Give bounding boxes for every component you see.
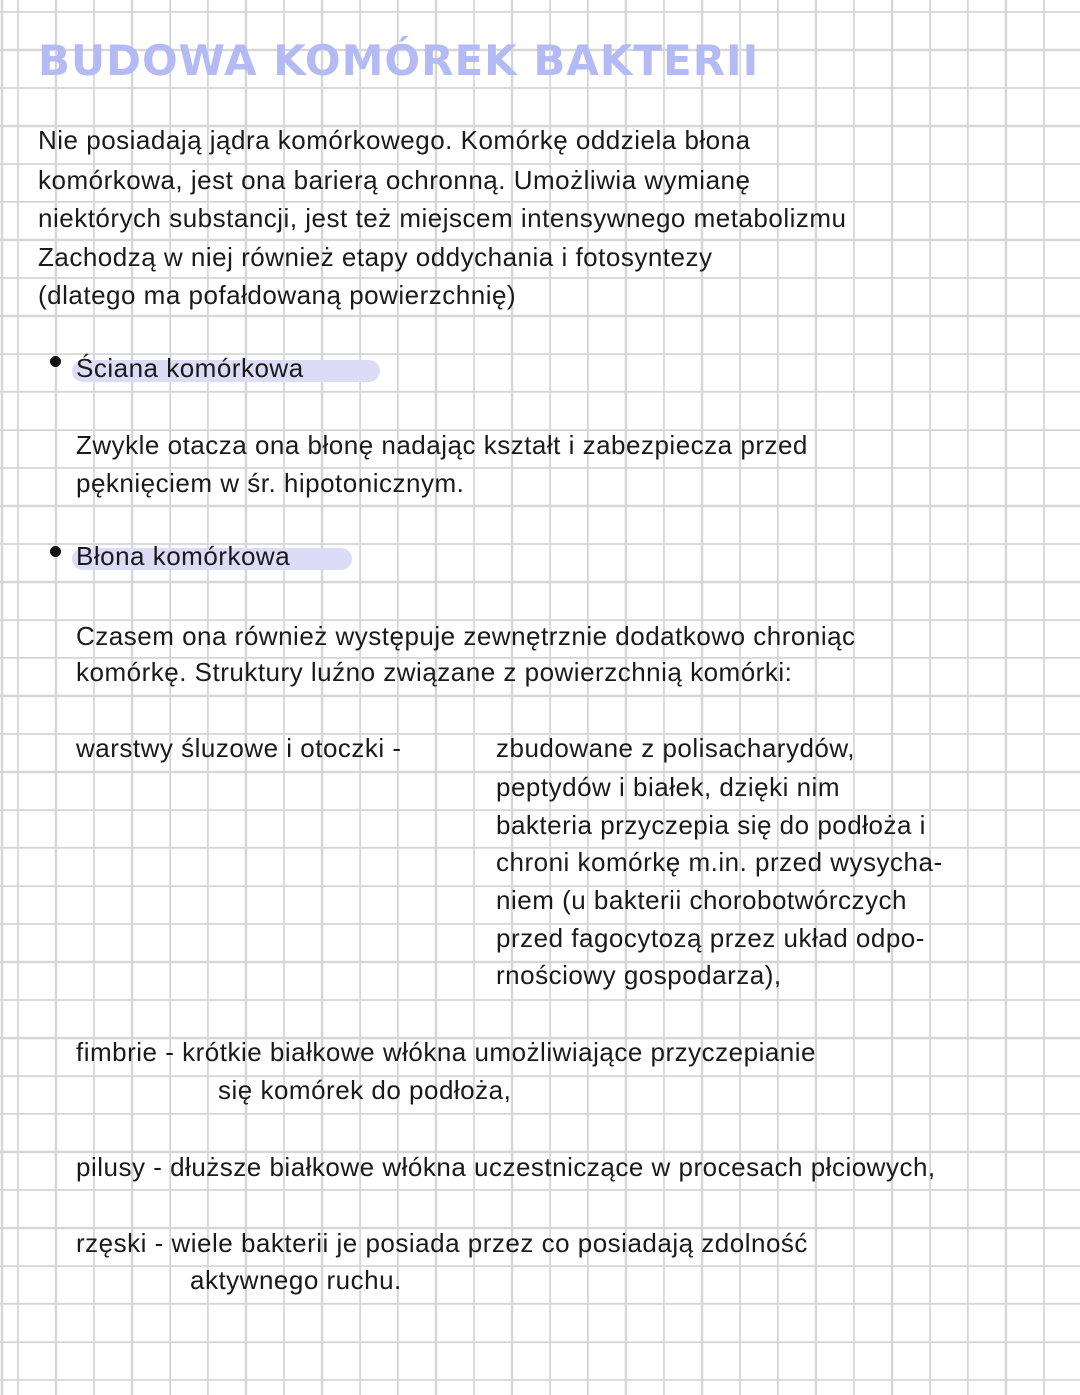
intro-line: Nie posiadają jądra komórkowego. Komórkę oddziela błona [38, 125, 751, 155]
section-body-line: Czasem ona również występuje zewnętrznie dodatkowo chroniąc [76, 621, 856, 651]
intro-line: niektórych substancji, jest też miejscem intensywnego metabolizmu [38, 203, 847, 233]
structure-line: bakteria przyczepia się do podłoża i [496, 810, 926, 840]
bullet-icon [50, 546, 61, 557]
pilusy-line: pilusy - dłuższe białkowe włókna uczestniczące w procesach płciowych, [76, 1152, 936, 1182]
section-body-line: pęknięciem w śr. hipotonicznym. [76, 468, 465, 498]
structure-line: chroni komórkę m.in. przed wysycha- [496, 847, 943, 877]
rzeski-line: rzęski - wiele bakterii je posiada przez co posiadają zdolność [76, 1228, 808, 1258]
section-heading: Błona komórkowa [76, 541, 291, 571]
page-title: BUDOWA KOMÓREK BAKTERII [38, 36, 760, 85]
structure-line: niem (u bakterii chorobotwórczych [496, 885, 907, 915]
section-heading: Ściana komórkowa [76, 353, 304, 383]
rzeski-line: aktywnego ruchu. [190, 1265, 402, 1295]
structure-line: rnościowy gospodarza), [496, 960, 782, 990]
intro-line: komórkowa, jest ona barierą ochronną. Umożliwia wymianę [38, 165, 751, 195]
fimbrie-line: fimbrie - krótkie białkowe włókna umożliwiające przyczepianie [76, 1037, 817, 1067]
structure-term: warstwy śluzowe i otoczki - [76, 733, 402, 763]
section-body-line: Zwykle otacza ona błonę nadając kształt i zabezpiecza przed [76, 430, 808, 460]
structure-line: przed fagocytozą przez układ odpo- [496, 923, 925, 953]
structure-line: zbudowane z polisacharydów, [496, 733, 855, 763]
bullet-icon [50, 356, 61, 367]
structure-line: peptydów i białek, dzięki nim [496, 772, 840, 802]
section-body-line: komórkę. Struktury luźno związane z powierzchnią komórki: [76, 657, 793, 687]
fimbrie-line: się komórek do podłoża, [218, 1075, 512, 1105]
intro-line: (dlatego ma pofałdowaną powierzchnię) [38, 280, 517, 310]
intro-line: Zachodzą w niej również etapy oddychania i fotosyntezy [38, 242, 713, 272]
